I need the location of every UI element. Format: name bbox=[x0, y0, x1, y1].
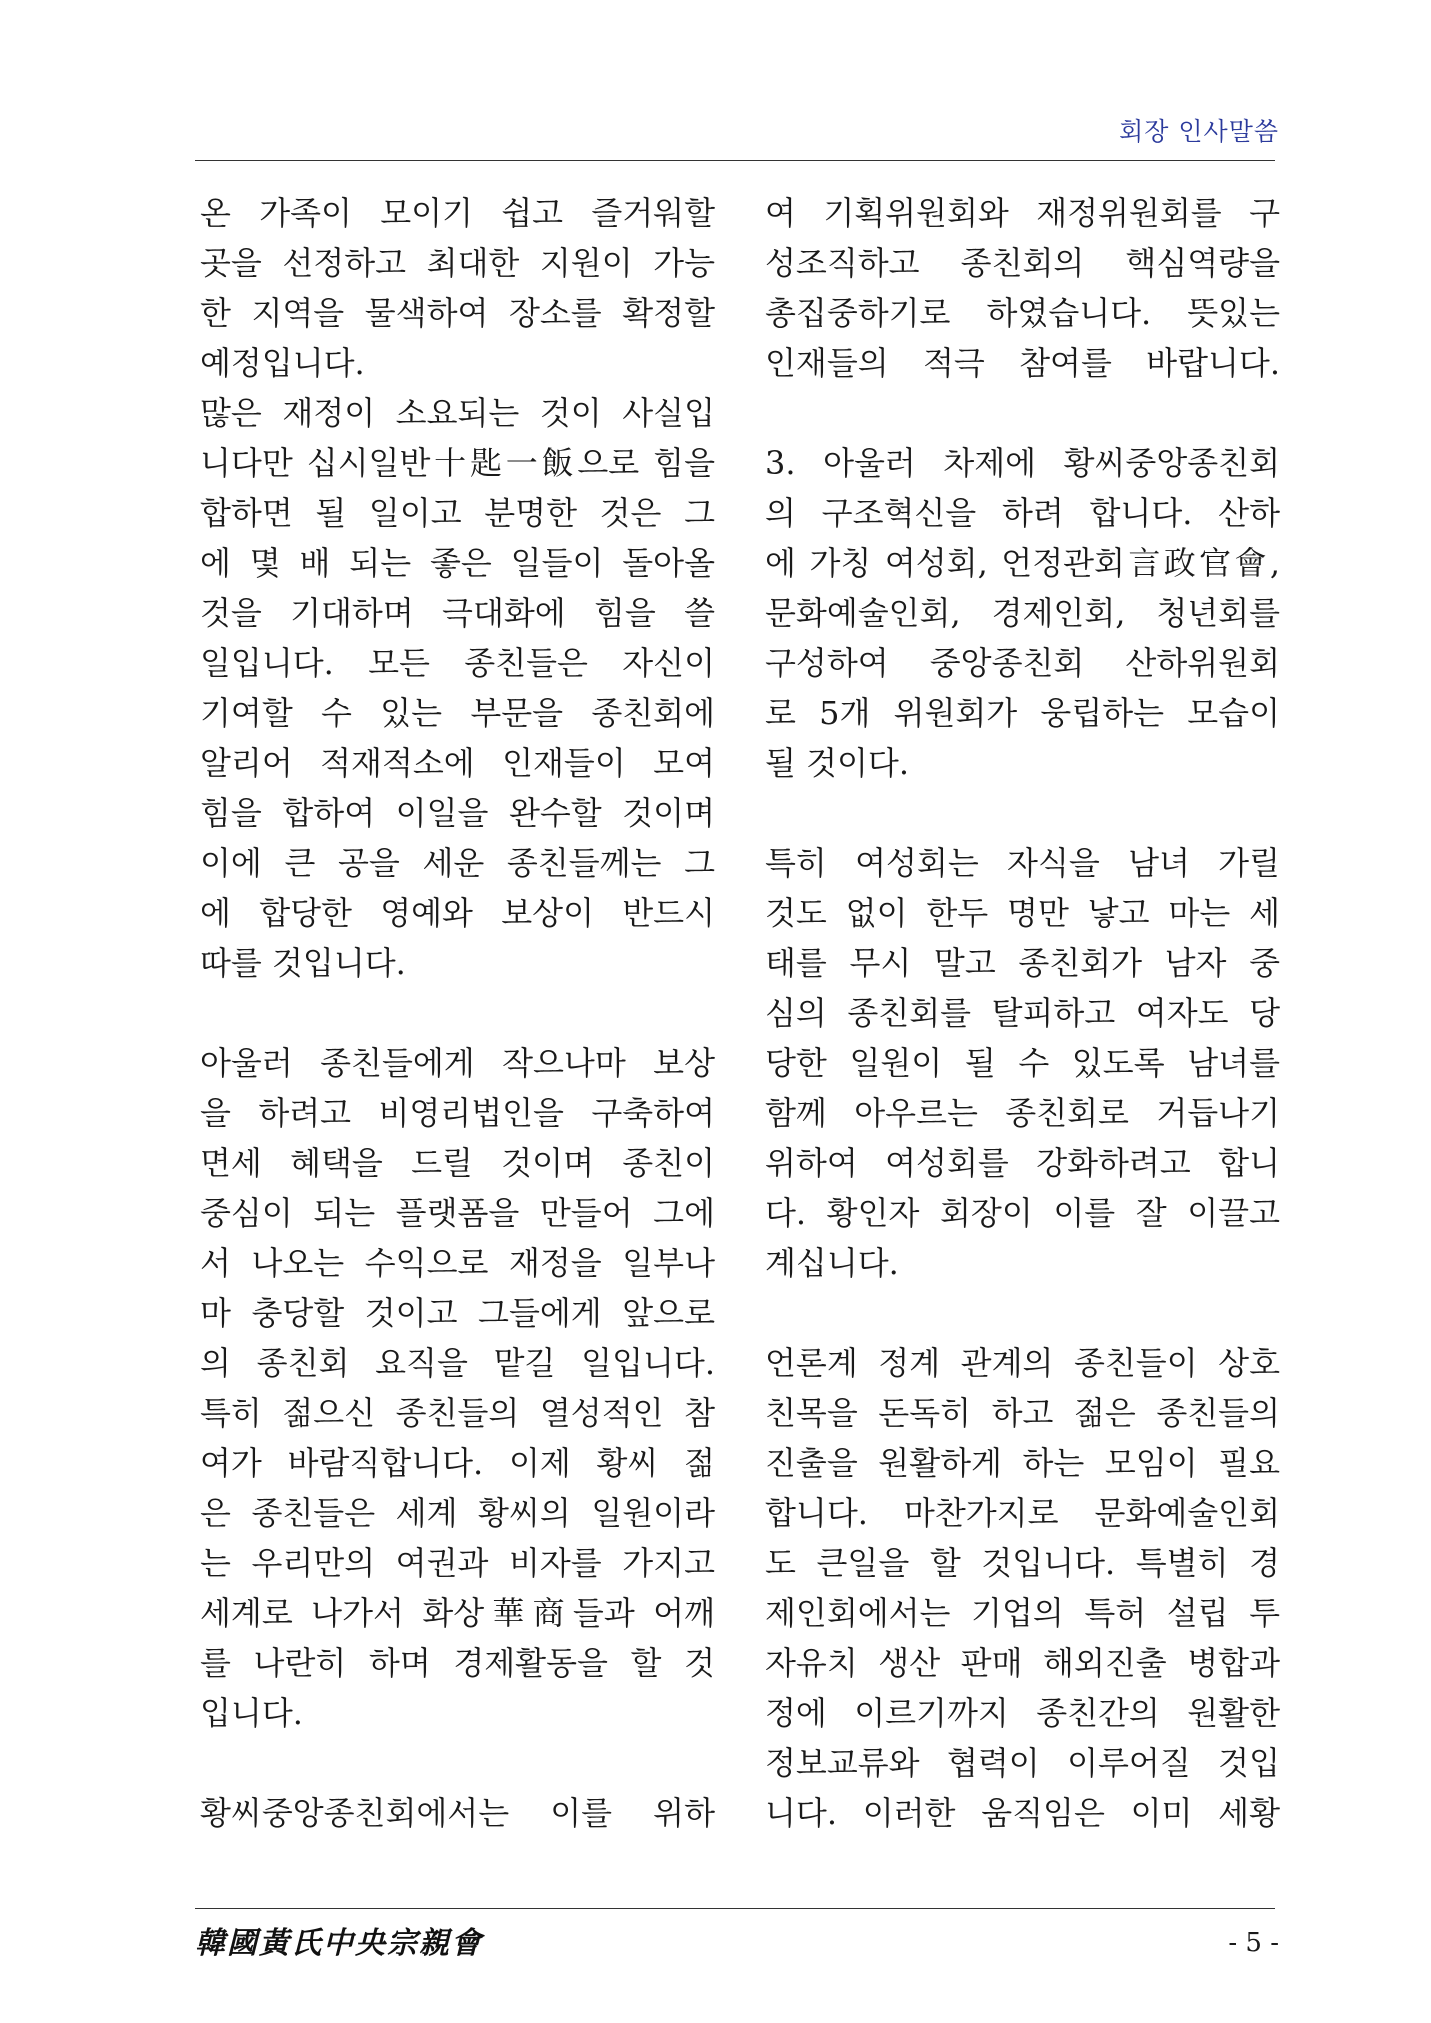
text-line: 예정입니다. bbox=[200, 344, 365, 382]
text-line: 황씨중앙종친회에서는 이를 위하 bbox=[200, 1794, 715, 1832]
paragraph-gap bbox=[200, 988, 715, 1038]
text-line: 당한 일원이 될 수 있도록 남녀를 bbox=[765, 1044, 1280, 1082]
text-line: 것도 없이 한두 명만 낳고 마는 세 bbox=[765, 894, 1280, 932]
text-line: 합니다. 마찬가지로 문화예술인회 bbox=[765, 1494, 1280, 1532]
text-line: 자유치 생산 판매 해외진출 병합과 bbox=[765, 1644, 1280, 1682]
text-line: 니다. 이러한 움직임은 이미 세황 bbox=[765, 1794, 1280, 1832]
header-divider bbox=[195, 160, 1275, 161]
text-line: 니다만 십시일반十匙一飯으로 힘을 bbox=[200, 444, 715, 482]
text-line: 구성하여 중앙종친회 산하위원회 bbox=[765, 644, 1280, 682]
footer-divider bbox=[195, 1908, 1275, 1909]
text-line: 아울러 종친들에게 작으나마 보상 bbox=[200, 1044, 715, 1082]
text-line: 의 종친회 요직을 맡길 일입니다. bbox=[200, 1344, 715, 1382]
text-line: 따를 것입니다. bbox=[200, 944, 406, 982]
text-line: 태를 무시 말고 종친회가 남자 중 bbox=[765, 944, 1280, 982]
text-line: 많은 재정이 소요되는 것이 사실입 bbox=[200, 394, 715, 432]
text-line: 은 종친들은 세계 황씨의 일원이라 bbox=[200, 1494, 715, 1532]
text-line: 특히 젊으신 종친들의 열성적인 참 bbox=[200, 1394, 715, 1432]
text-line: 될 것이다. bbox=[765, 744, 909, 782]
text-line: 다. 황인자 회장이 이를 잘 이끌고 bbox=[765, 1194, 1280, 1232]
text-line: 정보교류와 협력이 이루어질 것입 bbox=[765, 1744, 1280, 1782]
text-line: 면세 혜택을 드릴 것이며 종친이 bbox=[200, 1144, 715, 1182]
text-line: 것을 기대하며 극대화에 힘을 쓸 bbox=[200, 594, 715, 632]
page-number: - 5 - bbox=[1228, 1928, 1279, 1958]
text-line: 위하여 여성회를 강화하려고 합니 bbox=[765, 1144, 1280, 1182]
text-line: 세계로 나가서 화상華商들과 어깨 bbox=[200, 1594, 715, 1632]
text-line: 마 충당할 것이고 그들에게 앞으로 bbox=[200, 1294, 715, 1332]
text-line: 인재들의 적극 참여를 바랍니다. bbox=[765, 344, 1280, 382]
organization-name: 韓國黃氏中央宗親會 bbox=[195, 1926, 483, 1961]
text-line: 정에 이르기까지 종친간의 원활한 bbox=[765, 1694, 1280, 1732]
text-line: 로 5개 위원회가 웅립하는 모습이 bbox=[765, 694, 1280, 732]
text-line: 친목을 돈독히 하고 젊은 종친들의 bbox=[765, 1394, 1280, 1432]
text-line: 3. 아울러 차제에 황씨중앙종친회 bbox=[765, 444, 1280, 482]
text-line: 에 가칭 여성회, 언정관회言政官會, bbox=[765, 544, 1280, 582]
paragraph-gap bbox=[765, 1288, 1280, 1338]
text-line: 여 기획위원회와 재정위원회를 구 bbox=[765, 194, 1280, 232]
text-line: 진출을 원활하게 하는 모임이 필요 bbox=[765, 1444, 1280, 1482]
text-line: 함께 아우르는 종친회로 거듭나기 bbox=[765, 1094, 1280, 1132]
left-column bbox=[200, 188, 715, 1838]
text-line: 에 합당한 영예와 보상이 반드시 bbox=[200, 894, 715, 932]
text-line: 계십니다. bbox=[765, 1244, 899, 1282]
text-line: 언론계 정계 관계의 종친들이 상호 bbox=[765, 1344, 1280, 1382]
text-line: 심의 종친회를 탈피하고 여자도 당 bbox=[765, 994, 1280, 1032]
paragraph-gap bbox=[200, 1738, 715, 1788]
text-line: 총집중하기로 하였습니다. 뜻있는 bbox=[765, 294, 1280, 332]
text-line: 이에 큰 공을 세운 종친들께는 그 bbox=[200, 844, 715, 882]
text-line: 제인회에서는 기업의 특허 설립 투 bbox=[765, 1594, 1280, 1632]
text-line: 성조직하고 종친회의 핵심역량을 bbox=[765, 244, 1280, 282]
text-line: 온 가족이 모이기 쉽고 즐거워할 bbox=[200, 194, 715, 232]
text-line: 에 몇 배 되는 좋은 일들이 돌아올 bbox=[200, 544, 715, 582]
text-line: 중심이 되는 플랫폼을 만들어 그에 bbox=[200, 1194, 715, 1232]
text-line: 합하면 될 일이고 분명한 것은 그 bbox=[200, 494, 715, 532]
text-line: 특히 여성회는 자식을 남녀 가릴 bbox=[765, 844, 1280, 882]
text-line: 을 하려고 비영리법인을 구축하여 bbox=[200, 1094, 715, 1132]
text-line: 알리어 적재적소에 인재들이 모여 bbox=[200, 744, 715, 782]
text-line: 힘을 합하여 이일을 완수할 것이며 bbox=[200, 794, 715, 832]
text-line: 는 우리만의 여권과 비자를 가지고 bbox=[200, 1544, 715, 1582]
text-line: 문화예술인회, 경제인회, 청년회를 bbox=[765, 594, 1280, 632]
text-line: 여가 바람직합니다. 이제 황씨 젊 bbox=[200, 1444, 715, 1482]
text-line: 를 나란히 하며 경제활동을 할 것 bbox=[200, 1644, 715, 1682]
text-line: 기여할 수 있는 부문을 종친회에 bbox=[200, 694, 715, 732]
section-title: 회장 인사말씀 bbox=[1119, 117, 1279, 146]
text-line: 곳을 선정하고 최대한 지원이 가능 bbox=[200, 244, 715, 282]
paragraph-gap bbox=[765, 788, 1280, 838]
text-line: 한 지역을 물색하여 장소를 확정할 bbox=[200, 294, 715, 332]
text-line: 일입니다. 모든 종친들은 자신이 bbox=[200, 644, 715, 682]
text-line: 입니다. bbox=[200, 1694, 303, 1732]
text-line: 도 큰일을 할 것입니다. 특별히 경 bbox=[765, 1544, 1280, 1582]
text-line: 서 나오는 수익으로 재정을 일부나 bbox=[200, 1244, 715, 1282]
text-line: 의 구조혁신을 하려 합니다. 산하 bbox=[765, 494, 1280, 532]
paragraph-gap bbox=[765, 388, 1280, 438]
right-column bbox=[765, 188, 1280, 1838]
